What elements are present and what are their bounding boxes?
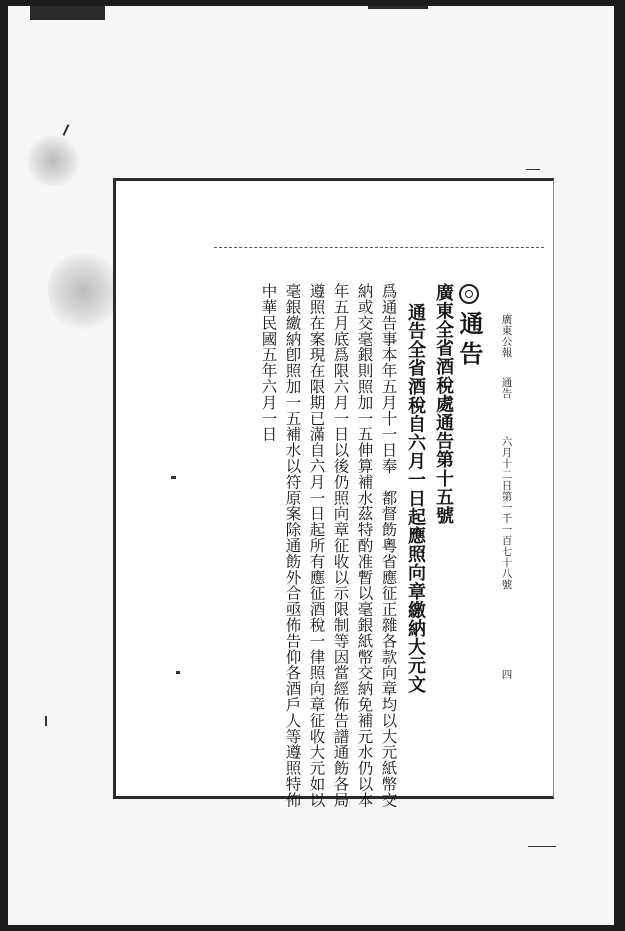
notice-body-line: 年五月底爲限六月一日以後仍照向章征收以示限制等因當經佈告譜通飭各局 [331, 283, 350, 808]
speck-mark [171, 476, 176, 479]
margin-tick [528, 846, 556, 847]
notice-body-line: 毫銀繳納卽照加一五補水以符原案除通飭外合亟佈告仰各酒戶人等遵照特佈 [283, 283, 302, 808]
notice-body-line: 遵照在案現在限期已滿自六月一日起所有應征酒稅一律照向章征收大元如以 [307, 283, 326, 808]
notice-date: 中華民國五年六月一日 [259, 283, 278, 442]
ink-smudge [23, 136, 83, 186]
top-edge-shadow-right [368, 6, 428, 9]
margin-tick [526, 169, 540, 170]
scanned-page [8, 6, 614, 925]
header-issue-date: 六月十二日第一千一百七十八號 [500, 436, 513, 590]
double-circle-icon [459, 284, 479, 304]
section-title: 通告 [455, 311, 484, 371]
top-dashed-rule [214, 247, 544, 248]
notice-subheading: 通告全省酒稅自六月一日起應照向章繳納大元文 [405, 303, 426, 694]
notice-body-line: 納或交毫銀則照加一五伸算補水茲特酌准暫以毫銀紙幣交納免補元水仍以本 [355, 283, 374, 808]
speck-mark [176, 671, 180, 674]
speck-mark [63, 124, 70, 136]
notice-heading: 廣東全省酒稅處通告第十五號 [433, 283, 454, 525]
header-publication: 廣東公報 [500, 314, 513, 358]
inner-document-page [113, 178, 554, 808]
header-section: 通告 [500, 377, 513, 399]
top-edge-shadow [30, 6, 105, 20]
ink-smudge [48, 246, 118, 336]
notice-body-line: 爲通告事本年五月十一日奉 都督飭粵省應征正雜各款向章均以大元紙幣交 [379, 283, 398, 808]
page-number: 四 [500, 669, 513, 680]
speck-mark [45, 716, 47, 726]
